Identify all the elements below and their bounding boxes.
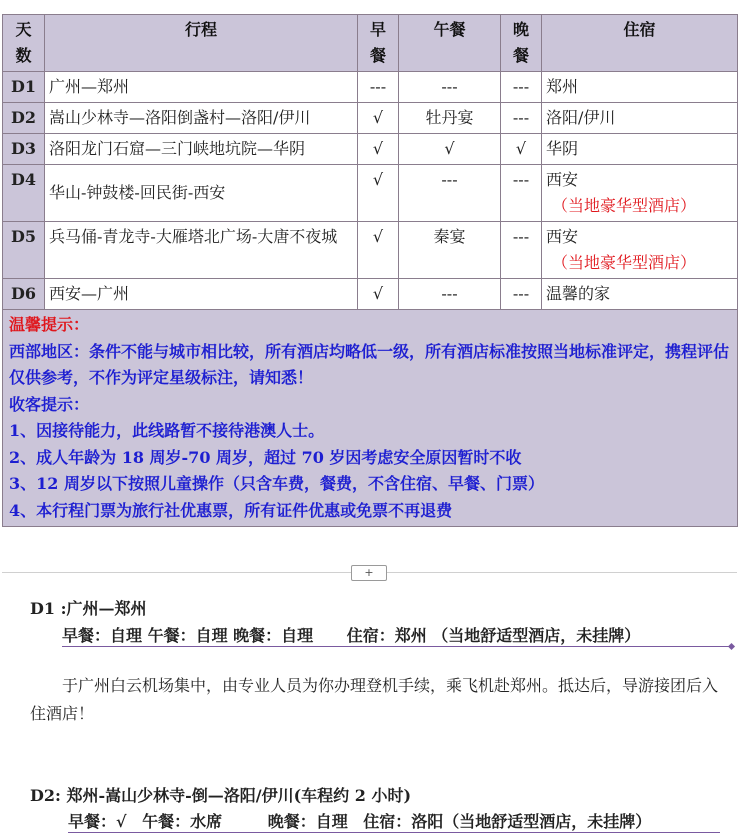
hotel-cell: 郑州 — [542, 72, 738, 103]
day-cell: D1 — [3, 72, 45, 103]
lunch-cell: √ — [399, 134, 501, 165]
expand-button[interactable]: + — [351, 565, 387, 581]
dinner-cell: --- — [501, 72, 542, 103]
day-cell: D3 — [3, 134, 45, 165]
header-itinerary: 行程 — [45, 15, 358, 72]
hotel-cell — [542, 165, 738, 222]
day2-hotel: 住宿：洛阳（当地舒适型酒店，未挂牌） — [363, 812, 652, 831]
dinner-cell: --- — [501, 165, 542, 222]
lunch-cell: --- — [399, 72, 501, 103]
day1-title: D1 :广州—郑州 — [30, 599, 147, 618]
header-day: 天数 — [3, 15, 45, 72]
itinerary-cell: 洛阳龙门石窟—三门峡地坑院—华阴 — [45, 134, 358, 165]
day1-description: 于广州白云机场集中，由专业人员为你办理登机手续，乘飞机赴郑州。抵达后，导游接团后入住酒店！ — [30, 676, 719, 723]
itinerary-cell: 华山-钟鼓楼-回民街-西安 — [45, 165, 358, 222]
hotel-cell: 华阴 — [542, 134, 738, 165]
day1-underline — [62, 646, 732, 647]
lunch-cell: --- — [399, 279, 501, 310]
warm-tip-title: 温馨提示： — [9, 315, 90, 334]
day2-breakfast: 早餐：√ — [68, 812, 127, 831]
itinerary-table — [2, 14, 738, 527]
day2-lunch: 午餐：水席 — [142, 812, 223, 831]
hotel-cell: 温馨的家 — [542, 279, 738, 310]
table-row — [3, 103, 738, 134]
day1-meals-text: 早餐：自理 午餐：自理 晚餐：自理 — [62, 626, 314, 645]
breakfast-cell: √ — [358, 165, 399, 222]
notes-row — [3, 310, 738, 527]
itinerary-cell: 西安—广州 — [45, 279, 358, 310]
dinner-cell: --- — [501, 222, 542, 279]
breakfast-cell: √ — [358, 279, 399, 310]
breakfast-cell: --- — [358, 72, 399, 103]
hotel-grade: （当地豪华型酒店） — [552, 253, 697, 272]
dinner-cell: √ — [501, 134, 542, 165]
breakfast-cell: √ — [358, 222, 399, 279]
hotel-cell — [542, 222, 738, 279]
warm-tip-text: 西部地区：条件不能与城市相比较，所有酒店均略低一级，所有酒店标准按照当地标准评定，携程评估仅供参考，不作为评定星级标注，请知悉！ — [9, 341, 730, 387]
day-cell: D2 — [3, 103, 45, 134]
lunch-cell: --- — [399, 165, 501, 222]
header-dinner: 晚餐 — [501, 15, 542, 72]
table-row — [3, 72, 738, 103]
dinner-cell: --- — [501, 279, 542, 310]
table-row — [3, 165, 738, 222]
day-cell: D5 — [3, 222, 45, 279]
guest-tip-item: 4、本行程门票为旅行社优惠票，所有证件优惠或免票不再退费 — [9, 500, 453, 520]
lunch-cell: 牡丹宴 — [399, 103, 501, 134]
guest-tip-item: 3、12 周岁以下按照儿童操作（只含车费，餐费，不含住宿、早餐、门票） — [9, 474, 544, 493]
day2-underline — [68, 832, 720, 833]
hotel-cell: 洛阳/伊川 — [542, 103, 738, 134]
header-hotel: 住宿 — [542, 15, 738, 72]
day2-meals — [68, 809, 661, 832]
lunch-cell: 秦宴 — [399, 222, 501, 279]
breakfast-cell: √ — [358, 103, 399, 134]
notes-cell — [3, 310, 738, 527]
guest-tip-title: 收客提示： — [9, 394, 90, 414]
header-lunch: 午餐 — [399, 15, 501, 72]
table-row — [3, 222, 738, 279]
hotel-city: 西安 — [546, 227, 579, 246]
table-row — [3, 279, 738, 310]
breakfast-cell: √ — [358, 134, 399, 165]
header-breakfast: 早餐 — [358, 15, 399, 72]
day-cell: D6 — [3, 279, 45, 310]
guest-tip-item: 1、因接待能力，此线路暂不接待港澳人士。 — [9, 421, 325, 440]
hotel-city: 西安 — [546, 170, 579, 189]
itinerary-cell: 兵马俑-青龙寺-大雁塔北广场-大唐不夜城 — [45, 222, 358, 279]
itinerary-cell: 广州—郑州 — [45, 72, 358, 103]
underline-end-dot — [728, 643, 735, 650]
itinerary-cell: 嵩山少林寺—洛阳倒盏村—洛阳/伊川 — [45, 103, 358, 134]
day2-title: D2: 郑州-嵩山少林寺-倒—洛阳/伊川(车程约 2 小时) — [30, 786, 412, 805]
day1-meals — [62, 623, 650, 646]
hotel-grade: （当地豪华型酒店） — [552, 196, 697, 215]
guest-tip-item: 2、成人年龄为 18 周岁-70 周岁，超过 70 岁因考虑安全原因暂时不收 — [9, 447, 522, 467]
table-row — [3, 134, 738, 165]
dinner-cell: --- — [501, 103, 542, 134]
day2-dinner: 晚餐：自理 — [267, 812, 348, 831]
day1-hotel: 住宿：郑州 （当地舒适型酒店，未挂牌） — [346, 626, 641, 645]
day-cell: D4 — [3, 165, 45, 222]
table-header-row — [3, 15, 738, 72]
